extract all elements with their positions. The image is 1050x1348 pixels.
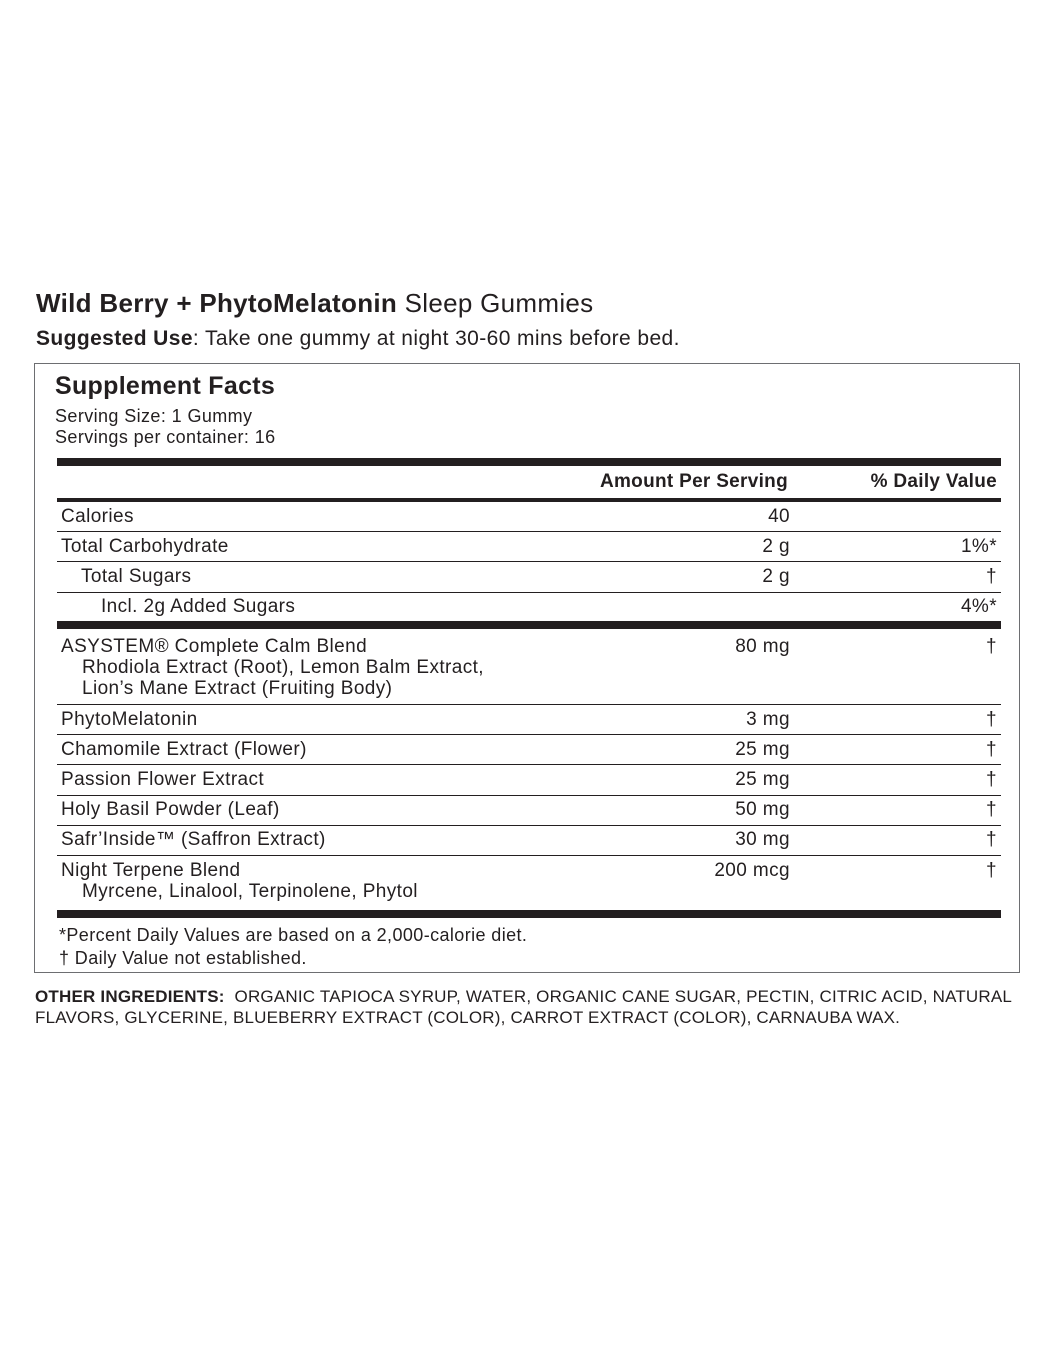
- other-ingredients: [35, 986, 1020, 1028]
- nutrient-name: Total Sugars: [81, 566, 192, 587]
- nutrient-name: Passion Flower Extract: [61, 769, 265, 790]
- row-divider: [57, 561, 1001, 562]
- nutrient-amount: 2 g: [762, 536, 790, 557]
- nutrient-dv: †: [986, 829, 997, 850]
- medium-divider: [57, 498, 1001, 502]
- row-divider: [57, 592, 1001, 593]
- nutrient-dv: †: [986, 799, 997, 820]
- other-ingredients-label: OTHER INGREDIENTS:: [35, 987, 225, 1006]
- suggested-use-text: : Take one gummy at night 30-60 mins before bed.: [192, 327, 680, 350]
- servings-per-container: Servings per container: 16: [55, 427, 276, 447]
- nutrient-name: ASYSTEM® Complete Calm Blend: [61, 636, 368, 657]
- nutrient-amount: 25 mg: [735, 739, 790, 760]
- row-divider: [57, 764, 1001, 765]
- nutrient-amount: 200 mcg: [714, 860, 790, 881]
- nutrient-name: Chamomile Extract (Flower): [61, 739, 307, 760]
- thick-divider-top: [57, 458, 1001, 466]
- nutrient-dv: †: [986, 709, 997, 730]
- row-asystem-blend: [57, 636, 1001, 702]
- suggested-use: [36, 327, 680, 351]
- header-daily-value: % Daily Value: [870, 471, 997, 492]
- nutrient-dv: †: [986, 769, 997, 790]
- serving-size: Serving Size: 1 Gummy: [55, 406, 253, 426]
- nutrient-dv: 1%*: [960, 536, 997, 557]
- nutrient-dv: †: [986, 860, 997, 881]
- nutrient-name: Calories: [61, 506, 134, 527]
- row-divider: [57, 825, 1001, 826]
- product-title: [36, 288, 593, 319]
- row-divider: [57, 795, 1001, 796]
- facts-title: Supplement Facts: [55, 372, 276, 400]
- product-name-rest: Sleep Gummies: [397, 288, 594, 318]
- nutrient-name: Total Carbohydrate: [61, 536, 229, 557]
- nutrient-amount: 25 mg: [735, 769, 790, 790]
- nutrient-amount: 2 g: [762, 566, 790, 587]
- blend-ingredients: Rhodiola Extract (Root), Lemon Balm Extract,: [82, 657, 484, 678]
- nutrient-name: Incl. 2g Added Sugars: [101, 596, 296, 617]
- suggested-use-label: Suggested Use: [36, 327, 193, 350]
- nutrient-amount: 3 mg: [746, 709, 790, 730]
- blend-ingredients: Myrcene, Linalool, Terpinolene, Phytol: [82, 881, 418, 902]
- nutrient-dv: †: [986, 566, 997, 587]
- row-divider: [57, 855, 1001, 856]
- nutrient-dv: †: [986, 636, 997, 657]
- footnote-percent-daily: *Percent Daily Values are based on a 2,000-calorie diet.: [59, 925, 528, 945]
- row-divider: [57, 734, 1001, 735]
- nutrient-name: PhytoMelatonin: [61, 709, 198, 730]
- row-divider: [57, 704, 1001, 705]
- supplement-facts-panel: [34, 363, 1020, 973]
- thick-divider-middle: [57, 621, 1001, 629]
- other-ingredients-text: ORGANIC TAPIOCA SYRUP, WATER, ORGANIC CANE SUGAR, PECTIN, CITRIC ACID, NATURAL FLAVORS, GLYCERINE, BLUEBERRY EXTRACT (COLOR), CARROT EXTRACT (COLOR), CARNAUBA WAX.: [35, 987, 1017, 1027]
- nutrient-name: Safr’Inside™ (Saffron Extract): [61, 829, 326, 850]
- nutrient-amount: 30 mg: [735, 829, 790, 850]
- nutrient-name: Night Terpene Blend: [61, 860, 241, 881]
- nutrient-amount: 50 mg: [735, 799, 790, 820]
- nutrient-dv: †: [986, 739, 997, 760]
- thick-divider-bottom: [57, 910, 1001, 918]
- nutrient-amount: 40: [768, 506, 790, 527]
- row-divider: [57, 531, 1001, 532]
- nutrient-name: Holy Basil Powder (Leaf): [61, 799, 280, 820]
- footnote-dagger: † Daily Value not established.: [59, 948, 307, 968]
- nutrient-amount: 80 mg: [735, 636, 790, 657]
- nutrient-dv: 4%*: [960, 596, 997, 617]
- header-amount-per-serving: Amount Per Serving: [599, 471, 788, 492]
- row-night-terpene: [57, 860, 1001, 904]
- product-name-bold: Wild Berry + PhytoMelatonin: [36, 288, 398, 318]
- blend-ingredients: Lion’s Mane Extract (Fruiting Body): [82, 678, 393, 699]
